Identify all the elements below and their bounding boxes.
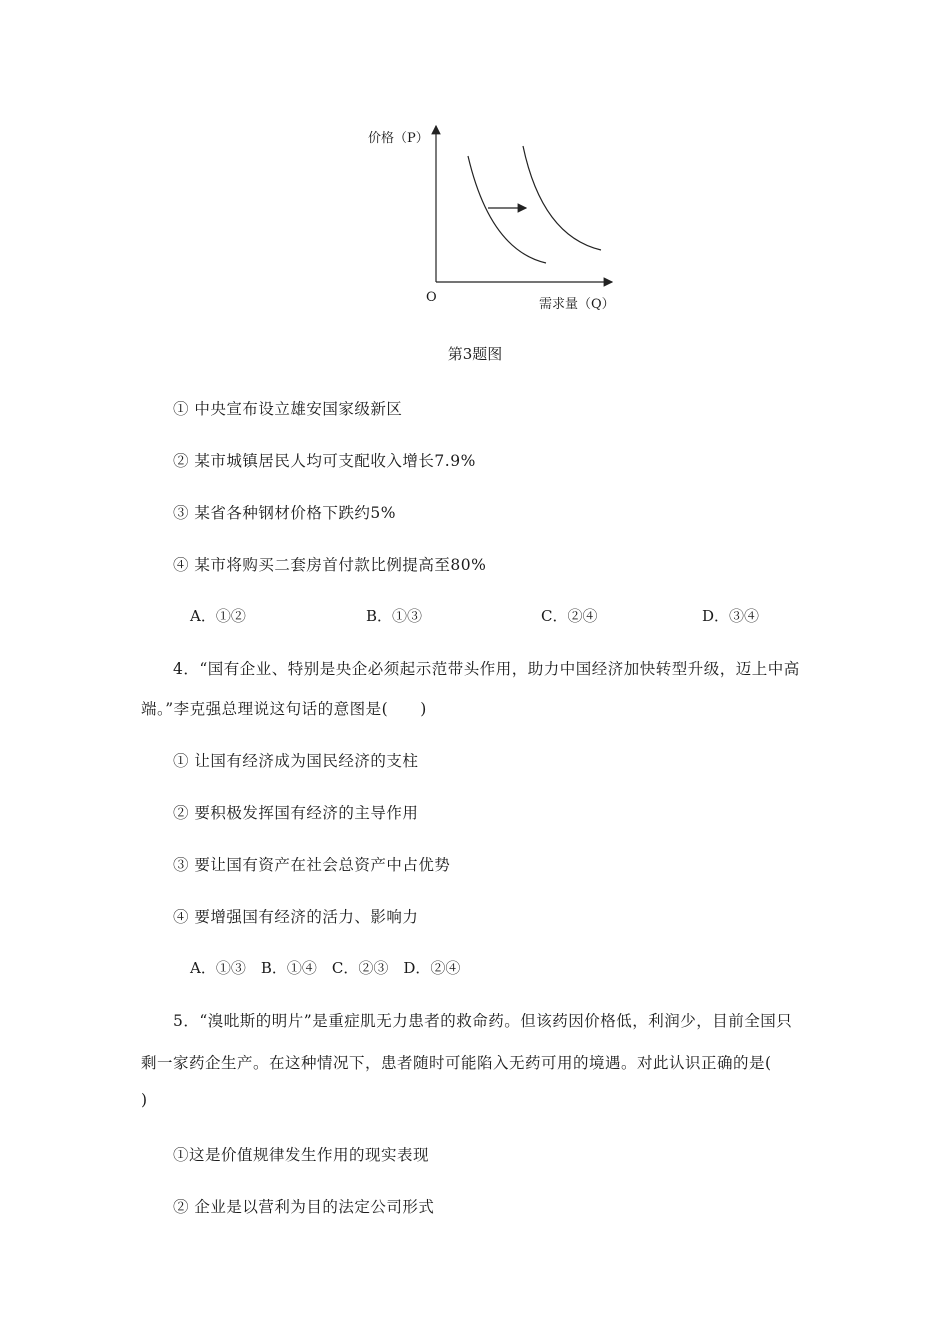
q3-option-a: A．①② [190, 607, 246, 625]
demand-curve-original [468, 156, 546, 263]
q4-stem-line1: 4．“国有企业、特别是央企必须起示范带头作用，助力中国经济加快转型升级，迈上中高 [173, 660, 800, 678]
q5-item-2: ② 企业是以营利为目的法定公司形式 [173, 1198, 435, 1216]
demand-curve-diagram [360, 118, 630, 318]
figure-caption: 第3题图 [447, 345, 503, 363]
q3-option-d: D．③④ [702, 607, 760, 625]
y-axis-label: 价格（P） [368, 131, 429, 146]
q3-item-3: ③ 某省各种钢材价格下跌约5% [173, 504, 397, 522]
origin-label: O [426, 290, 437, 305]
demand-curve-shifted [523, 146, 601, 250]
q5-item-1: ①这是价值规律发生作用的现实表现 [173, 1146, 430, 1164]
q4-options: A．①③ B．①④ C．②③ D．②④ [190, 959, 461, 977]
q5-stem-line1: 5．“溴吡斯的明片”是重症肌无力患者的救命药。但该药因价格低，利润少，目前全国只 [173, 1012, 793, 1030]
q3-item-4: ④ 某市将购买二套房首付款比例提高至80% [173, 556, 487, 574]
q4-item-2: ② 要积极发挥国有经济的主导作用 [173, 804, 419, 822]
q3-item-1: ① 中央宣布设立雄安国家级新区 [173, 400, 403, 418]
q3-item-2: ② 某市城镇居民人均可支配收入增长7.9% [173, 452, 476, 470]
q5-stem-line2: 剩一家药企生产。在这种情况下，患者随时可能陷入无药可用的境遇。对此认识正确的是( [141, 1054, 772, 1072]
x-axis-label: 需求量（Q） [539, 297, 615, 312]
demand-shift-figure [360, 118, 630, 318]
q4-item-4: ④ 要增强国有经济的活力、影响力 [173, 908, 419, 926]
q4-item-3: ③ 要让国有资产在社会总资产中占优势 [173, 856, 451, 874]
q4-stem-line2: 端。”李克强总理说这句话的意图是( ) [141, 700, 427, 718]
q3-option-b: B．①③ [366, 607, 423, 625]
q4-item-1: ① 让国有经济成为国民经济的支柱 [173, 752, 419, 770]
q3-option-c: C．②④ [541, 607, 598, 625]
q5-stem-line3: ) [141, 1091, 148, 1109]
